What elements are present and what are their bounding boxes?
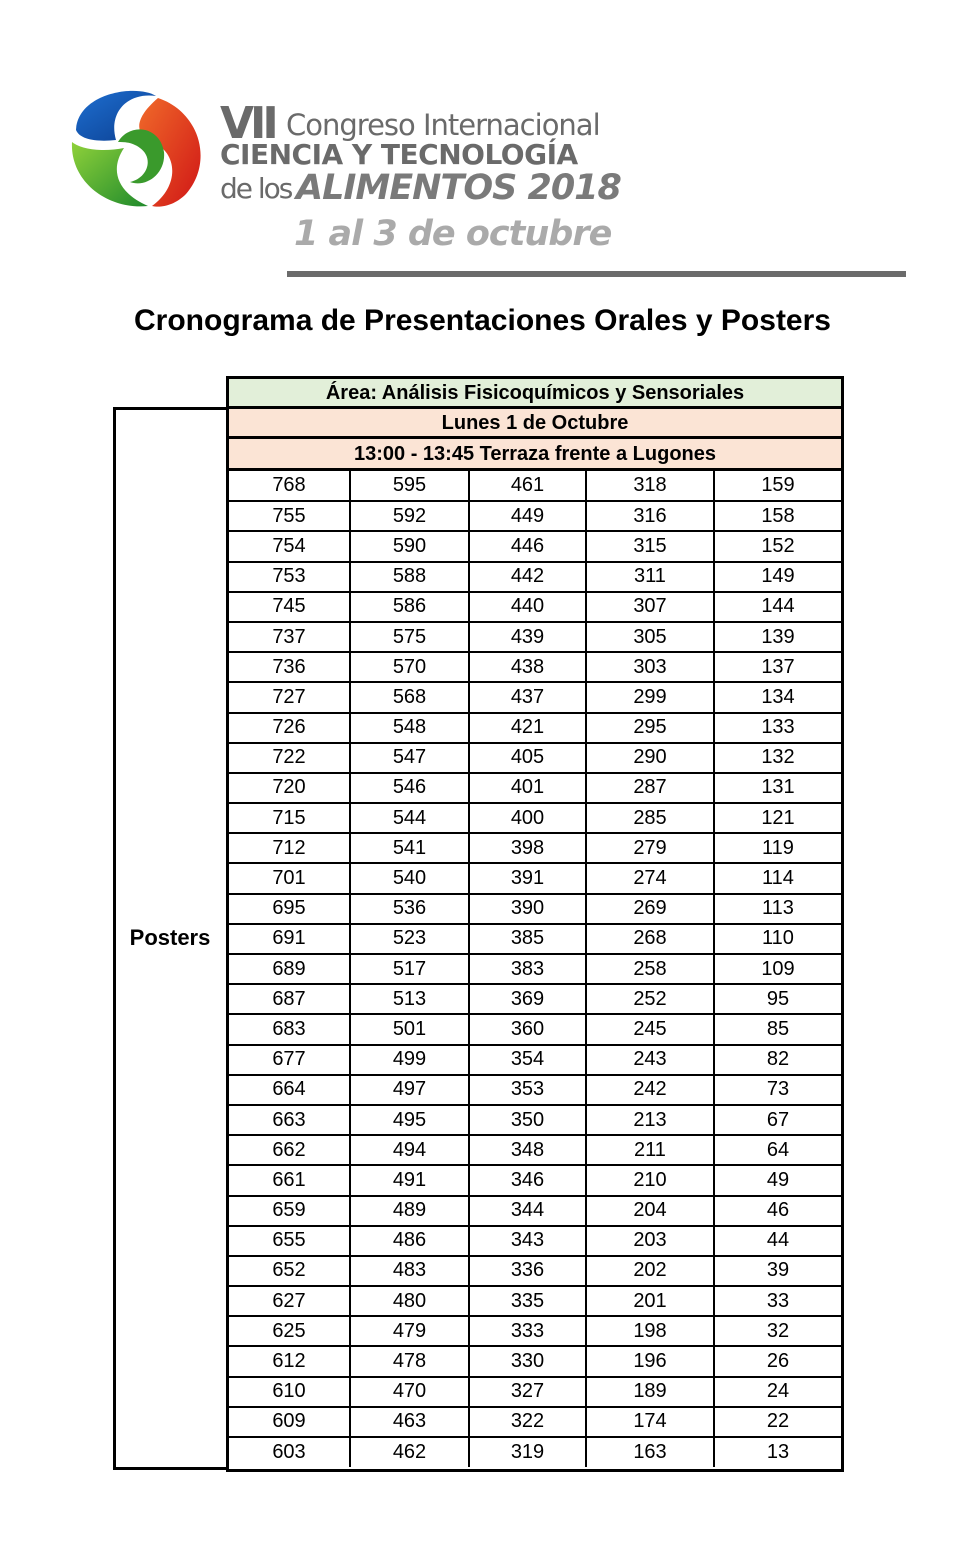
table-row xyxy=(229,682,841,712)
poster-number-cell: 113 xyxy=(714,894,841,924)
table-row xyxy=(229,1316,841,1346)
poster-number-cell: 26 xyxy=(714,1346,841,1376)
poster-number-cell: 174 xyxy=(586,1407,714,1437)
poster-number-cell: 152 xyxy=(714,531,841,561)
poster-number-cell: 73 xyxy=(714,1075,841,1105)
table-row xyxy=(229,592,841,622)
poster-number-cell: 274 xyxy=(586,863,714,893)
poster-number-cell: 570 xyxy=(350,652,469,682)
table-row xyxy=(229,1256,841,1286)
poster-number-cell: 478 xyxy=(350,1346,469,1376)
poster-number-cell: 586 xyxy=(350,592,469,622)
poster-number-cell: 470 xyxy=(350,1377,469,1407)
table-row xyxy=(229,863,841,893)
poster-number-cell: 446 xyxy=(469,531,586,561)
table-row xyxy=(229,894,841,924)
poster-number-cell: 13 xyxy=(766,1441,790,1464)
poster-number-cell: 603 xyxy=(229,1437,350,1467)
poster-number-cell: 625 xyxy=(229,1316,350,1346)
poster-number-cell: 295 xyxy=(586,713,714,743)
poster-number-cell: 687 xyxy=(229,984,350,1014)
header-divider xyxy=(287,271,906,277)
poster-number-cell: 303 xyxy=(586,652,714,682)
poster-number-cell: 480 xyxy=(350,1286,469,1316)
table-row xyxy=(229,803,841,833)
poster-number-cell: 486 xyxy=(350,1226,469,1256)
poster-number-cell: 350 xyxy=(469,1105,586,1135)
table-row xyxy=(229,1105,841,1135)
poster-number-cell: 149 xyxy=(714,562,841,592)
table-row xyxy=(229,1226,841,1256)
poster-number-cell: 440 xyxy=(469,592,586,622)
table-row xyxy=(229,954,841,984)
table-row xyxy=(229,1286,841,1316)
poster-number-cell: 755 xyxy=(229,501,350,531)
poster-number-cell: 385 xyxy=(469,924,586,954)
poster-number-cell: 568 xyxy=(350,682,469,712)
poster-number-cell: 268 xyxy=(586,924,714,954)
poster-number-cell: 652 xyxy=(229,1256,350,1286)
poster-number-cell: 305 xyxy=(586,622,714,652)
poster-number-cell: 49 xyxy=(714,1165,841,1195)
table-row xyxy=(229,1045,841,1075)
poster-number-cell: 391 xyxy=(469,863,586,893)
poster-number-cell: 483 xyxy=(350,1256,469,1286)
area-header: Área: Análisis Fisicoquímicos y Sensoriales xyxy=(229,379,841,409)
logo-line-ciencia: CIENCIA Y TECNOLOGÍA xyxy=(220,138,578,171)
poster-number-cell: 439 xyxy=(469,622,586,652)
poster-number-cell: 318 xyxy=(586,471,714,501)
table-row xyxy=(229,1135,841,1165)
poster-number-cell: 67 xyxy=(714,1105,841,1135)
poster-number-grid xyxy=(229,471,841,1467)
table-row xyxy=(229,833,841,863)
poster-number-cell: 575 xyxy=(350,622,469,652)
poster-number-cell: 369 xyxy=(469,984,586,1014)
poster-number-cell: 547 xyxy=(350,743,469,773)
poster-number-cell: 548 xyxy=(350,713,469,743)
poster-number-cell: 64 xyxy=(714,1135,841,1165)
poster-number-cell: 211 xyxy=(586,1135,714,1165)
poster-number-cell: 497 xyxy=(350,1075,469,1105)
poster-number-cell: 390 xyxy=(469,894,586,924)
logo-roman-numeral: VII xyxy=(220,98,275,149)
poster-number-cell: 463 xyxy=(350,1407,469,1437)
poster-number-cell: 137 xyxy=(714,652,841,682)
poster-number-cell: 307 xyxy=(586,592,714,622)
logo-dates: 1 al 3 de octubre xyxy=(294,214,612,254)
poster-number-cell: 210 xyxy=(586,1165,714,1195)
poster-number-cell: 203 xyxy=(586,1226,714,1256)
table-row xyxy=(229,562,841,592)
poster-number-cell: 32 xyxy=(714,1316,841,1346)
poster-number-cell: 768 xyxy=(229,471,350,501)
table-row xyxy=(229,1014,841,1044)
poster-number-cell: 360 xyxy=(469,1014,586,1044)
poster-number-cell: 753 xyxy=(229,562,350,592)
table-row xyxy=(229,471,841,501)
poster-number-cell: 243 xyxy=(586,1045,714,1075)
table-row xyxy=(229,1437,841,1467)
poster-number-cell: 316 xyxy=(586,501,714,531)
poster-number-cell: 683 xyxy=(229,1014,350,1044)
page-title: Cronograma de Presentaciones Orales y Posters xyxy=(134,304,831,337)
logo-line-congreso: Congreso Internacional xyxy=(286,108,600,142)
poster-number-cell: 330 xyxy=(469,1346,586,1376)
poster-number-cell: 346 xyxy=(469,1165,586,1195)
poster-number-cell: 109 xyxy=(714,954,841,984)
table-row xyxy=(229,773,841,803)
poster-number-cell: 114 xyxy=(714,863,841,893)
poster-number-cell: 661 xyxy=(229,1165,350,1195)
poster-number-cell: 133 xyxy=(714,713,841,743)
poster-number-cell: 736 xyxy=(229,652,350,682)
poster-number-cell: 659 xyxy=(229,1196,350,1226)
poster-number-cell: 720 xyxy=(229,773,350,803)
poster-number-cell: 196 xyxy=(586,1346,714,1376)
poster-number-cell: 494 xyxy=(350,1135,469,1165)
poster-number-cell: 491 xyxy=(350,1165,469,1195)
poster-number-cell: 144 xyxy=(714,592,841,622)
table-row xyxy=(229,713,841,743)
poster-number-cell: 401 xyxy=(469,773,586,803)
poster-number-cell: 287 xyxy=(586,773,714,803)
poster-number-cell: 546 xyxy=(350,773,469,803)
poster-number-cell: 201 xyxy=(586,1286,714,1316)
poster-number-cell: 712 xyxy=(229,833,350,863)
poster-number-cell: 691 xyxy=(229,924,350,954)
poster-number-cell: 664 xyxy=(229,1075,350,1105)
logo-line-delos: de los xyxy=(220,172,292,205)
poster-number-cell: 132 xyxy=(714,743,841,773)
poster-number-cell: 726 xyxy=(229,713,350,743)
poster-number-cell: 462 xyxy=(350,1437,469,1467)
poster-number-cell: 353 xyxy=(469,1075,586,1105)
poster-number-cell: 540 xyxy=(350,863,469,893)
poster-number-cell: 655 xyxy=(229,1226,350,1256)
table-row xyxy=(229,1346,841,1376)
logo-line-alimentos: ALIMENTOS 2018 xyxy=(296,168,621,208)
poster-number-cell: 159 xyxy=(714,471,841,501)
poster-number-cell: 299 xyxy=(586,682,714,712)
table-row xyxy=(229,984,841,1014)
poster-number-cell: 590 xyxy=(350,531,469,561)
poster-number-cell: 44 xyxy=(714,1226,841,1256)
poster-number-cell: 479 xyxy=(350,1316,469,1346)
poster-number-cell: 46 xyxy=(714,1196,841,1226)
table-row xyxy=(229,652,841,682)
poster-number-cell: 198 xyxy=(586,1316,714,1346)
poster-number-cell: 398 xyxy=(469,833,586,863)
poster-number-cell: 715 xyxy=(229,803,350,833)
poster-number-cell: 442 xyxy=(469,562,586,592)
poster-number-cell: 544 xyxy=(350,803,469,833)
poster-number-cell: 609 xyxy=(229,1407,350,1437)
poster-number-cell: 437 xyxy=(469,682,586,712)
poster-number-cell: 536 xyxy=(350,894,469,924)
poster-number-cell: 204 xyxy=(586,1196,714,1226)
table-row xyxy=(229,1165,841,1195)
poster-number-cell: 33 xyxy=(714,1286,841,1316)
poster-number-cell: 695 xyxy=(229,894,350,924)
poster-number-cell: 163 xyxy=(586,1437,714,1467)
poster-number-cell: 523 xyxy=(350,924,469,954)
poster-number-cell: 279 xyxy=(586,833,714,863)
poster-number-cell: 727 xyxy=(229,682,350,712)
poster-number-cell: 335 xyxy=(469,1286,586,1316)
poster-number-cell: 354 xyxy=(469,1045,586,1075)
poster-number-cell: 737 xyxy=(229,622,350,652)
schedule-table xyxy=(226,376,844,1472)
poster-number-cell: 517 xyxy=(350,954,469,984)
poster-number-cell: 189 xyxy=(586,1377,714,1407)
poster-number-cell: 319 xyxy=(469,1437,586,1467)
congress-logo-icon xyxy=(68,82,212,212)
poster-number-cell: 592 xyxy=(350,501,469,531)
poster-number-cell: 541 xyxy=(350,833,469,863)
poster-number-cell: 315 xyxy=(586,531,714,561)
poster-number-cell: 405 xyxy=(469,743,586,773)
poster-number-cell: 438 xyxy=(469,652,586,682)
poster-number-cell: 745 xyxy=(229,592,350,622)
table-row xyxy=(229,743,841,773)
poster-number-cell: 258 xyxy=(586,954,714,984)
poster-number-cell: 344 xyxy=(469,1196,586,1226)
poster-number-cell: 662 xyxy=(229,1135,350,1165)
poster-number-cell: 95 xyxy=(714,984,841,1014)
poster-number-cell: 400 xyxy=(469,803,586,833)
poster-number-cell: 311 xyxy=(586,562,714,592)
poster-number-cell: 677 xyxy=(229,1045,350,1075)
congress-logo-text xyxy=(220,98,650,258)
table-row xyxy=(229,1075,841,1105)
poster-number-cell: 689 xyxy=(229,954,350,984)
poster-number-cell: 501 xyxy=(350,1014,469,1044)
table-row xyxy=(229,531,841,561)
poster-number-cell: 131 xyxy=(714,773,841,803)
poster-number-cell: 85 xyxy=(714,1014,841,1044)
poster-number-cell: 701 xyxy=(229,863,350,893)
poster-number-cell: 322 xyxy=(469,1407,586,1437)
poster-number-cell: 139 xyxy=(714,622,841,652)
posters-label: Posters xyxy=(129,925,211,950)
poster-number-cell: 348 xyxy=(469,1135,586,1165)
poster-number-cell: 489 xyxy=(350,1196,469,1226)
poster-number-cell: 213 xyxy=(586,1105,714,1135)
poster-number-cell: 343 xyxy=(469,1226,586,1256)
poster-number-cell: 121 xyxy=(714,803,841,833)
poster-number-cell: 513 xyxy=(350,984,469,1014)
poster-number-cell: 269 xyxy=(586,894,714,924)
poster-number-cell: 495 xyxy=(350,1105,469,1135)
poster-number-cell: 242 xyxy=(586,1075,714,1105)
poster-number-cell: 663 xyxy=(229,1105,350,1135)
table-row xyxy=(229,1196,841,1226)
poster-number-cell: 290 xyxy=(586,743,714,773)
poster-number-cell: 202 xyxy=(586,1256,714,1286)
table-row xyxy=(229,924,841,954)
poster-number-cell: 612 xyxy=(229,1346,350,1376)
poster-number-cell: 134 xyxy=(714,682,841,712)
time-place-header: 13:00 - 13:45 Terraza frente a Lugones xyxy=(229,439,841,471)
poster-number-cell: 499 xyxy=(350,1045,469,1075)
poster-number-cell: 327 xyxy=(469,1377,586,1407)
poster-number-cell: 22 xyxy=(714,1407,841,1437)
poster-number-cell: 461 xyxy=(469,471,586,501)
poster-number-cell: 421 xyxy=(469,713,586,743)
poster-number-cell: 336 xyxy=(469,1256,586,1286)
poster-number-cell: 595 xyxy=(350,471,469,501)
poster-number-cell: 383 xyxy=(469,954,586,984)
poster-number-cell: 158 xyxy=(714,501,841,531)
poster-number-cell: 119 xyxy=(714,833,841,863)
poster-number-cell: 627 xyxy=(229,1286,350,1316)
poster-number-cell: 82 xyxy=(714,1045,841,1075)
poster-number-cell: 588 xyxy=(350,562,469,592)
poster-number-cell: 722 xyxy=(229,743,350,773)
table-row xyxy=(229,1407,841,1437)
poster-number-cell: 110 xyxy=(714,924,841,954)
table-row xyxy=(229,1377,841,1407)
poster-number-cell: 610 xyxy=(229,1377,350,1407)
table-row xyxy=(229,501,841,531)
poster-number-cell: 39 xyxy=(714,1256,841,1286)
poster-number-cell: 245 xyxy=(586,1014,714,1044)
poster-number-cell: 333 xyxy=(469,1316,586,1346)
poster-number-cell: 24 xyxy=(714,1377,841,1407)
poster-number-cell: 285 xyxy=(586,803,714,833)
poster-number-cell: 754 xyxy=(229,531,350,561)
poster-number-cell: 252 xyxy=(586,984,714,1014)
poster-number-cell: 449 xyxy=(469,501,586,531)
day-header: Lunes 1 de Octubre xyxy=(229,409,841,439)
table-row xyxy=(229,622,841,652)
